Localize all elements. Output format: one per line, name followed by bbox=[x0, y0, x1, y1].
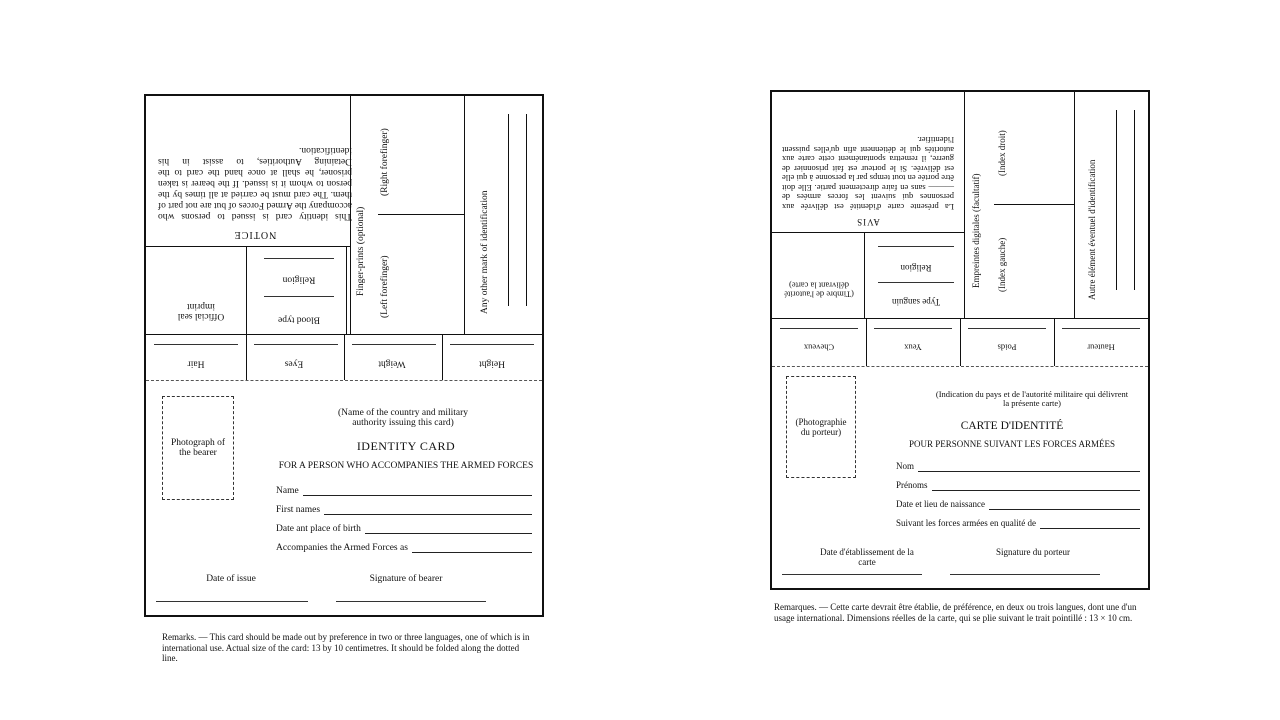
suivant-label: Suivant les forces armées en qualité de bbox=[896, 518, 1036, 528]
naissance-field bbox=[896, 500, 1140, 510]
signature-fr-label: Signature du porteur bbox=[996, 547, 1070, 557]
empreintes-label: Empreintes digitales (facultatif) bbox=[971, 173, 981, 288]
autre-element-label: Autre élément éventuel d'identification bbox=[1087, 159, 1097, 300]
prenoms-label: Prénoms bbox=[896, 480, 928, 490]
weight-label: Weight bbox=[378, 358, 406, 369]
left-forefinger-label: (Left forefinger) bbox=[380, 255, 390, 318]
date-etablissement-label: Date d'établissement de la carte bbox=[820, 547, 914, 567]
notice-title: NOTICE bbox=[233, 229, 277, 240]
remarks-french: Remarques. — Cette carte devrait être établie, de préférence, en deux ou trois langues, dont une d'un usage international. Dimensions réelles de la carte, qui se plie suivant le trait pointillé : 13 × 10 cm. bbox=[774, 602, 1137, 623]
accompanies-label: Accompanies the Armed Forces as bbox=[276, 543, 408, 553]
notice-text: This identity card is issued to persons who accompany the Armed Forces of but are not part of them. The card must be carried at all times by the person to whom it is issued. If the bearer is taken prisoner, he shall at once hand the card to the Detaining Authorities, to assist in his identification. bbox=[158, 145, 352, 221]
card-title: CARTE D'IDENTITÉ bbox=[960, 420, 1064, 432]
avis-block bbox=[774, 94, 962, 232]
fold-line bbox=[146, 380, 542, 381]
card-back-section bbox=[772, 92, 1148, 366]
first-names-field bbox=[276, 505, 532, 515]
timbre-label: (Timbre de l'autorité délivrant la carte) bbox=[784, 280, 854, 300]
hair-label: Hair bbox=[187, 358, 205, 369]
authority-label: (Name of the country and military authority issuing this card) bbox=[337, 408, 469, 429]
name-label: Name bbox=[276, 486, 299, 496]
suivant-field bbox=[896, 519, 1140, 529]
remarks-english: Remarks. — This card should be made out by preference in two or three languages, one of which is in international use. Actual size of the card: 13 by 10 centimetres. It should be folded along the dotted line. bbox=[162, 632, 530, 664]
date-of-issue-label: Date of issue bbox=[206, 574, 256, 584]
identity-card-english bbox=[144, 94, 544, 617]
religion-fr-label: Religion bbox=[900, 262, 932, 273]
official-seal-label: Official seal imprint bbox=[177, 300, 225, 321]
index-droit-label: (Index droit) bbox=[997, 130, 1007, 176]
avis-text: La présente carte d'identité est délivrée aux personnes qui suivent les forces armées de ——— sans en faire directement partie. Elle doit être portée en tout temps par la personne à qui elle est délivrée. Si le porteur est fait prisonnier de guerre, il remettra spontanément cette carte aux autorités qui le détiennent afin qu'elles puissent l'identifier. bbox=[782, 135, 954, 212]
religion-label: Religion bbox=[282, 274, 316, 285]
birth-label: Date ant place of birth bbox=[276, 524, 361, 534]
first-names-label: First names bbox=[276, 505, 321, 515]
name-field bbox=[276, 486, 532, 496]
right-forefinger-label: (Right forefinger) bbox=[380, 128, 390, 196]
fold-line bbox=[772, 366, 1148, 367]
signature-label: Signature of bearer bbox=[369, 574, 443, 584]
cheveux-label: Cheveux bbox=[803, 342, 835, 353]
height-label: Height bbox=[479, 358, 505, 369]
eyes-label: Eyes bbox=[284, 358, 304, 369]
identity-card-french bbox=[770, 90, 1150, 590]
birth-field bbox=[276, 524, 532, 534]
poids-label: Poids bbox=[997, 342, 1017, 353]
yeux-label: Yeux bbox=[904, 342, 922, 353]
card-back-section bbox=[146, 96, 542, 380]
photo-label: Photograph of the bearer bbox=[170, 438, 226, 458]
nom-field bbox=[896, 462, 1140, 472]
type-sanguin-label: Type sanguin bbox=[891, 296, 941, 307]
photo-label: (Photographie du porteur) bbox=[795, 417, 847, 437]
nom-label: Nom bbox=[896, 461, 914, 471]
avis-title: AVIS bbox=[856, 217, 880, 227]
photo-box bbox=[786, 376, 856, 478]
other-mark-label: Any other mark of identification bbox=[480, 190, 490, 314]
fingerprints-label: Finger-prints (optional) bbox=[356, 206, 366, 296]
hauteur-label: Hauteur bbox=[1087, 342, 1115, 353]
card-subtitle: FOR A PERSON WHO ACCOMPANIES THE ARMED FORCES bbox=[278, 461, 534, 471]
blood-type-label: Blood type bbox=[278, 314, 320, 325]
prenoms-field bbox=[896, 481, 1140, 491]
card-subtitle: POUR PERSONNE SUIVANT LES FORCES ARMÉES bbox=[909, 439, 1115, 449]
index-gauche-label: (Index gauche) bbox=[997, 237, 1007, 292]
accompanies-field bbox=[276, 543, 532, 553]
photo-box bbox=[162, 396, 234, 500]
authority-label: (Indication du pays et de l'autorité militaire qui délivrent la présente carte) bbox=[935, 389, 1129, 409]
naissance-label: Date et lieu de naissance bbox=[896, 499, 985, 509]
card-title: IDENTITY CARD bbox=[356, 439, 456, 453]
notice-block bbox=[148, 98, 362, 246]
